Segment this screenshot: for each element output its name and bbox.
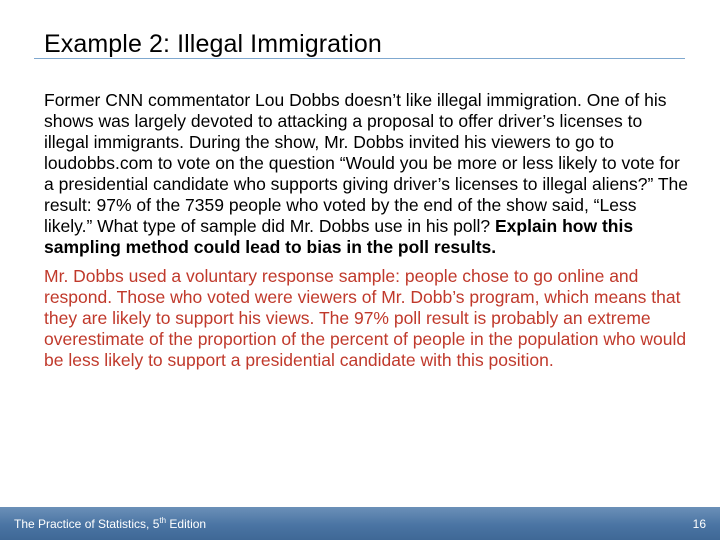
slide-title: Example 2: Illegal Immigration [44,30,382,58]
slide-body [44,90,689,371]
footer-title-suffix: Edition [166,517,207,531]
footer-bar [0,507,720,540]
question-bold-text: Explain how this sampling method could lead to bias in the poll results. [44,216,634,257]
footer-book-title [14,517,206,531]
question-text: Former CNN commentator Lou Dobbs doesn’t like illegal immigration. One of his shows was largely devoted to attacking a proposal to offer driver’s licenses to illegal immigrants. During the show, Mr. Dobbs invited his viewers to go to loudobbs.com to vote on the question “Would you be more or less likely to vote for a presidential candidate who supports giving driver’s licenses to illegal aliens?” The result: 97% of the 7359 people who voted by the end of the show said, “Less likely.” What type of sample did Mr. Dobbs use in his poll? [44,90,688,236]
title-divider [34,58,685,59]
question-paragraph [44,90,689,258]
footer-title-prefix: The Practice of Statistics, 5 [14,517,160,531]
page-number: 16 [692,517,706,531]
footer-edition-superscript: th [159,516,167,525]
answer-paragraph: Mr. Dobbs used a voluntary response sample: people chose to go online and respond. Those who voted were viewers of Mr. Dobb’s program, which means that they are likely to support his views. The 97% poll result is probably an extreme overestimate of the proportion of the percent of people in the population who would be less likely to support a presidential candidate with this position. [44,266,687,370]
